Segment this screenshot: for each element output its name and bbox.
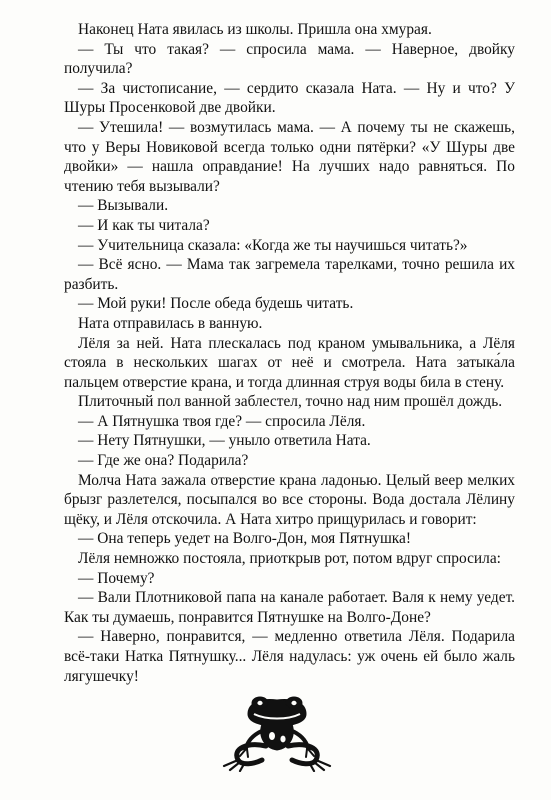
paragraph: Лёля за ней. Ната плескалась под краном умывальника, а Лёля стояла в нескольких шагах от неё и смотрела. Ната затыка́ла пальцем отверстие крана, и тогда длинная струя воды била в стену. bbox=[64, 334, 515, 391]
frog-icon bbox=[218, 694, 336, 772]
paragraph: — Мой руки! После обеда будешь читать. bbox=[78, 295, 354, 313]
paragraph: — Она теперь уедет на Волго-Дон, моя Пятнушка! bbox=[78, 530, 412, 548]
paragraph: — Вызывали. bbox=[78, 197, 169, 215]
paragraph: Плиточный пол ванной заблестел, точно над ним прошёл дождь. bbox=[78, 393, 503, 411]
paragraph: — Вали Плотниковой папа на канале работает. Валя к нему уедет. Как ты думаешь, понравится Пятнушке на Волго-Доне? bbox=[64, 589, 515, 626]
paragraph: Наконец Ната явилась из школы. Пришла она хмурая. bbox=[78, 21, 432, 38]
paragraph: — Учительница сказала: «Когда же ты научишься читать?» bbox=[78, 236, 468, 254]
paragraph: — Нету Пятнушки, — уныло ответила Ната. bbox=[78, 432, 371, 450]
paragraph: — За чистописание, — сердито сказала Ната. — Ну и что? У Шуры Просенковой две двойки. bbox=[64, 79, 515, 117]
paragraph: — Где же она? Подарила? bbox=[78, 452, 249, 470]
paragraph: — И как ты читала? bbox=[78, 216, 210, 234]
paragraph: — Утешила! — возмутилась мама. — А почему ты не скажешь, что у Веры Новиковой всегда только одни пятёрки? «У Шуры две двойки» — нашла оправдание! На лучших надо равняться. По чтению тебя вызывали? bbox=[64, 118, 515, 195]
paragraph: — Наверно, понравится, — медленно ответила Лёля. Подарила всё-таки Натка Пятнушку... Лёля надулась: уж очень ей было жаль лягушечку! bbox=[64, 628, 515, 685]
paragraph: — А Пятнушка твоя где? — спросила Лёля. bbox=[78, 412, 366, 430]
story-text bbox=[64, 20, 515, 686]
paragraph: — Всё ясно. — Мама так загремела тарелками, точно решила их разбить. bbox=[64, 256, 515, 293]
paragraph: Лёля немножко постояла, приоткрыв рот, потом вдруг спросила: bbox=[78, 550, 501, 568]
paragraph: — Ты что такая? — спросила мама. — Наверное, двойку получила? bbox=[64, 40, 515, 78]
paragraph: Молча Ната зажала отверстие крана ладонью. Целый веер мелких брызг разлетелся, посыпался во все стороны. Вода достала Лёлину щёку, и Лёля отскочила. А Ната хитро прищурилась и говорит: bbox=[64, 471, 515, 528]
paragraph: — Почему? bbox=[78, 569, 155, 587]
paragraph: Ната отправилась в ванную. bbox=[78, 314, 263, 332]
